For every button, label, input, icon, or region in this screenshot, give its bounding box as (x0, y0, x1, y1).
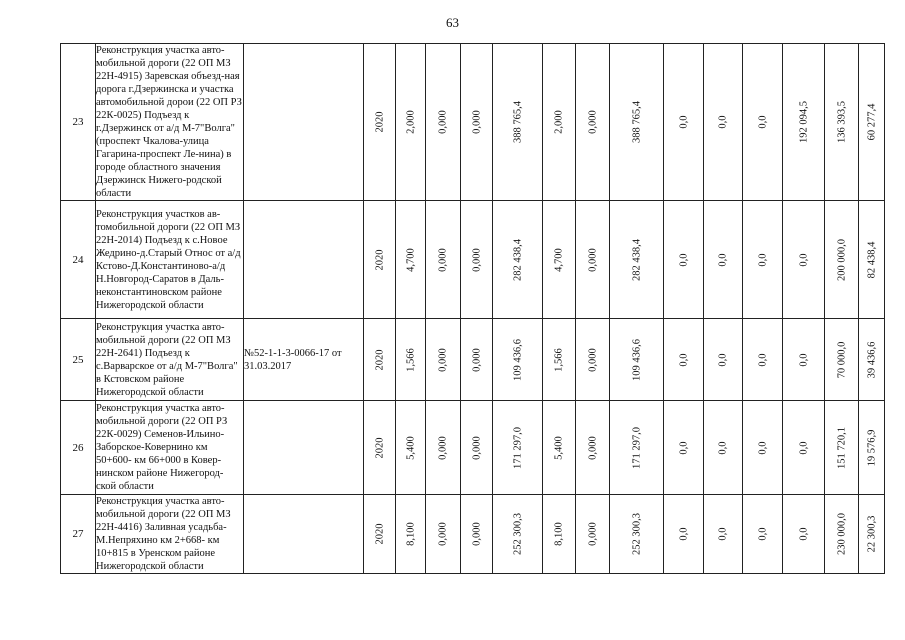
value-text: 0,0 (798, 252, 809, 267)
value-cell (859, 201, 885, 319)
value-text: 109 436,6 (631, 338, 642, 381)
value-cell (859, 401, 885, 495)
value-cell (664, 319, 704, 401)
value-cell (364, 201, 396, 319)
value-text: 0,0 (798, 527, 809, 541)
value-cell (543, 401, 576, 495)
value-text: 0,0 (678, 527, 689, 541)
value-text: 200 000,0 (836, 238, 847, 281)
value-cell (426, 495, 461, 574)
value-text: 0,0 (678, 115, 689, 129)
value-text: 0,0 (678, 352, 689, 367)
value-cell (493, 319, 543, 401)
value-text: 388 765,4 (631, 101, 642, 143)
value-text: 0,000 (587, 435, 598, 460)
value-cell (396, 44, 426, 201)
value-cell (461, 44, 493, 201)
value-text: 39 436,6 (866, 341, 877, 378)
value-cell (461, 495, 493, 574)
table-row (61, 495, 885, 574)
value-text: 171 297,0 (512, 426, 523, 469)
value-text: 19 576,9 (866, 429, 877, 466)
value-text: 136 393,5 (836, 101, 847, 143)
value-cell (825, 44, 859, 201)
table-row (61, 201, 885, 319)
value-text: 0,0 (757, 527, 768, 541)
expertise-document (244, 495, 364, 574)
value-cell (610, 201, 664, 319)
value-text: 0,0 (798, 440, 809, 455)
value-cell (859, 319, 885, 401)
value-text: 82 438,4 (866, 241, 877, 278)
value-cell (543, 495, 576, 574)
value-cell (743, 495, 783, 574)
value-cell (576, 401, 610, 495)
value-cell (426, 44, 461, 201)
project-name: Реконструкция участков ав-томобильной дороги (22 ОП МЗ 22Н-2014) Подъезд к с.Новое Жедрино-д.Старый Относ от а/д Кстово-Д.Константиново-а/д Н.Новгород-Саратов в Даль-неконстантиновском районе Нижегородской области (96, 201, 244, 319)
project-name: Реконструкция участка авто-мобильной дороги (22 ОП МЗ 22Н-2641) Подъезд к с.Варварское от а/д М-7"Волга" в Кстовском районе Нижегородской области (96, 319, 244, 401)
value-text: 0,0 (717, 352, 729, 367)
value-cell (664, 401, 704, 495)
value-text: 282 438,4 (631, 238, 642, 281)
value-text: 2020 (374, 523, 385, 545)
value-cell (664, 201, 704, 319)
value-text: 0,0 (757, 440, 768, 455)
value-cell (704, 319, 743, 401)
value-cell (743, 201, 783, 319)
value-cell (610, 495, 664, 574)
table-row (61, 401, 885, 495)
value-text: 171 297,0 (631, 426, 642, 469)
row-number: 23 (61, 44, 96, 201)
value-text: 0,0 (757, 115, 768, 129)
value-cell (543, 319, 576, 401)
value-cell (396, 401, 426, 495)
value-cell (576, 319, 610, 401)
value-text: 70 000,0 (836, 341, 847, 378)
value-text: 1,566 (553, 347, 565, 372)
value-text: 0,0 (678, 252, 689, 267)
value-cell (396, 201, 426, 319)
value-text: 192 094,5 (798, 101, 809, 143)
value-text: 0,000 (471, 522, 482, 546)
row-number: 24 (61, 201, 96, 319)
value-text: 0,000 (437, 110, 449, 134)
value-text: 8,100 (553, 522, 565, 546)
value-text: 109 436,6 (512, 338, 523, 381)
value-text: 252 300,3 (631, 513, 642, 555)
expertise-document (244, 401, 364, 495)
value-cell (664, 44, 704, 201)
project-name: Реконструкция участка авто-мобильной дороги (22 ОП МЗ 22Н-4416) Заливная усадьба-М.Непряхино км 2+668- км 10+815 в Уренском районе Нижегородской области (96, 495, 244, 574)
row-number: 25 (61, 319, 96, 401)
value-text: 0,0 (717, 252, 729, 267)
value-cell (576, 44, 610, 201)
value-cell (610, 44, 664, 201)
table-row (61, 319, 885, 401)
value-cell (825, 401, 859, 495)
value-text: 2020 (374, 349, 385, 370)
page-number: 63 (446, 15, 459, 30)
value-cell (364, 495, 396, 574)
value-cell (825, 319, 859, 401)
row-number: 26 (61, 401, 96, 495)
value-text: 2,000 (405, 110, 416, 134)
value-cell (704, 44, 743, 201)
value-cell (543, 44, 576, 201)
value-cell (859, 495, 885, 574)
value-text: 0,000 (437, 347, 449, 372)
expertise-document (244, 44, 364, 201)
value-text: 0,000 (437, 435, 449, 460)
value-cell (461, 319, 493, 401)
value-cell (396, 319, 426, 401)
value-text: 1,566 (405, 347, 416, 372)
value-cell (704, 401, 743, 495)
value-text: 60 277,4 (866, 103, 877, 141)
value-cell (493, 495, 543, 574)
value-text: 252 300,3 (512, 513, 523, 555)
value-text: 0,000 (587, 110, 598, 134)
value-cell (493, 401, 543, 495)
value-text: 151 720,1 (836, 426, 847, 469)
value-cell (426, 201, 461, 319)
value-text: 2020 (374, 437, 385, 458)
value-text: 0,0 (757, 352, 768, 367)
value-text: 0,000 (471, 435, 482, 460)
road-projects-table (60, 43, 885, 574)
value-text: 0,0 (717, 440, 729, 455)
value-text: 282 438,4 (512, 238, 523, 281)
value-text: 22 300,3 (866, 515, 877, 553)
value-cell (859, 44, 885, 201)
value-cell (493, 44, 543, 201)
value-cell (704, 201, 743, 319)
expertise-document: №52-1-1-3-0066-17 от 31.03.2017 (244, 319, 364, 401)
value-cell (825, 495, 859, 574)
value-text: 0,000 (471, 347, 482, 372)
value-text: 2020 (374, 111, 385, 133)
value-cell (743, 401, 783, 495)
value-cell (364, 319, 396, 401)
value-text: 0,000 (437, 522, 449, 546)
value-text: 5,400 (405, 435, 416, 460)
value-cell (610, 401, 664, 495)
value-cell (783, 44, 825, 201)
value-text: 230 000,0 (836, 513, 847, 555)
value-text: 0,0 (678, 440, 689, 455)
value-cell (825, 201, 859, 319)
value-cell (576, 495, 610, 574)
value-cell (493, 201, 543, 319)
value-text: 0,0 (757, 252, 768, 267)
value-cell (461, 401, 493, 495)
value-cell (396, 495, 426, 574)
value-cell (543, 201, 576, 319)
value-text: 0,000 (437, 247, 449, 272)
row-number: 27 (61, 495, 96, 574)
value-cell (461, 201, 493, 319)
value-text: 4,700 (405, 247, 416, 272)
project-name: Реконструкция участка авто-мобильной дороги (22 ОП РЗ 22К-0029) Семенов-Ильино-Заборское-Ковернино км 50+600- км 66+000 в Ковер-нинском районе Нижегород-ской области (96, 401, 244, 495)
project-name: Реконструкция участка авто-мобильной дороги (22 ОП МЗ 22Н-4915) Заревская объезд-ная дорога г.Дзержинска и участка автомобильной дорои (22 ОП РЗ 22К-0025) Подъезд к г.Дзержинск от а/д М-7"Волга" (проспект Чкалова-улица Гагарина-проспект Ле-нина) в городе областного значения Дзержинск Нижего-родской области (96, 45, 242, 199)
table-row (61, 44, 885, 201)
value-text: 2020 (374, 249, 385, 270)
value-cell (426, 319, 461, 401)
value-text: 0,000 (471, 110, 482, 134)
value-text: 0,000 (587, 247, 598, 272)
value-cell (783, 201, 825, 319)
value-cell (783, 401, 825, 495)
value-cell (743, 44, 783, 201)
value-text: 0,000 (587, 347, 598, 372)
value-cell (664, 495, 704, 574)
value-cell (783, 319, 825, 401)
value-text: 0,000 (471, 247, 482, 272)
value-text: 0,0 (798, 352, 809, 367)
value-cell (743, 319, 783, 401)
value-cell (426, 401, 461, 495)
value-cell (704, 495, 743, 574)
value-cell (364, 401, 396, 495)
value-text: 0,0 (717, 115, 729, 129)
value-cell (364, 44, 396, 201)
value-text: 5,400 (553, 435, 565, 460)
value-text: 0,0 (717, 527, 729, 541)
value-text: 388 765,4 (512, 101, 523, 143)
value-cell (783, 495, 825, 574)
value-text: 0,000 (587, 522, 598, 546)
value-text: 4,700 (553, 247, 565, 272)
value-cell (610, 319, 664, 401)
value-text: 8,100 (405, 522, 416, 546)
expertise-document (244, 201, 364, 319)
value-text: 2,000 (553, 110, 565, 134)
value-cell (576, 201, 610, 319)
